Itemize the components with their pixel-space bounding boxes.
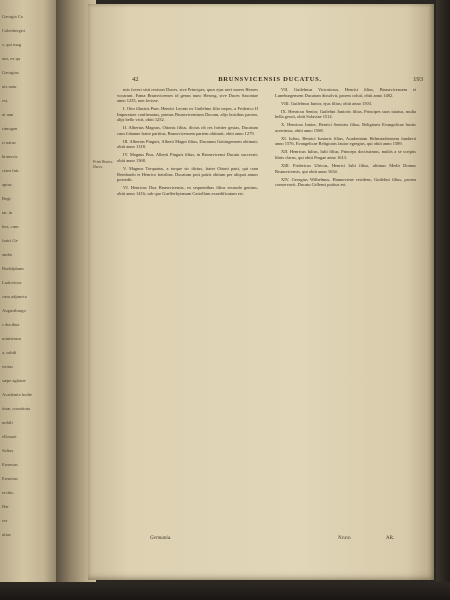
text-paragraph: X. Henricus Iunior, Henrici Senioris filius, Religionis Evangelicae hostis acerrimus, obiit anno 1568.: [275, 122, 416, 133]
text-paragraph: V. Magnus Torquatus, a torque sic dictus, frater Ottoni patri, qui cum Bernhardo et Henrico fratribus, Ducatum post patris obitum per aliquot annos possedit.: [117, 166, 258, 183]
facing-page-line: Ernestus: [2, 476, 18, 481]
facing-page-line: erchis.: [2, 490, 15, 495]
text-paragraph: VII. Guilelmus Victoriosus, Henrici filius, Brunsvicensem et Luneburgensem Ducatum dissolvit, pacem coluit, obiit anno 1482.: [275, 87, 416, 98]
facing-page-line: s, qui mag: [2, 42, 22, 47]
footer-title: Germania.: [150, 536, 172, 541]
facing-page-line: Hæ: [2, 504, 9, 509]
facing-page-line: tinæ, constituta: [2, 406, 31, 411]
page-number: 193: [413, 76, 423, 83]
facing-page-line: Georgia Co: [2, 14, 24, 19]
text-paragraph: XII. Henricus Iulius, Iulii filius, Princeps doctissimus, multis a se scriptis libris clarus, qui obiit Pragae anno 1613.: [275, 149, 416, 160]
facing-page-line: fratri Ge: [2, 238, 18, 243]
facing-page-line: aptus: [2, 182, 12, 187]
facing-page-line: um, ex qu: [2, 56, 21, 61]
facing-page-line: ui ann: [2, 112, 14, 117]
text-paragraph: XIII. Fridericus Ulricus, Henrici Iulii filius, ultimus Medii Domus Brunsvicensis, qui obiit anno 1634.: [275, 163, 416, 174]
text-paragraph: I. Otto illustris Puer, Henrici Leonis ex Guilelmo filio nepos, a Friderico II Imperatore confirmatus, primus Brunsvicensium Ducum, alijs hostibus pacem, alijs bello vicit, obiit 1252.: [117, 106, 258, 123]
facing-page-line: Calenbergici: [2, 28, 26, 33]
facing-page-line: hus, cum: [2, 224, 19, 229]
page-header-title: BRUNSVICENSIS DUCATUS.: [218, 76, 322, 83]
text-paragraph: III. Albertus Pinguis, Alberti Magni filius, Ducatum Gottingensem obtinuit; obiit anno 1318.: [117, 138, 258, 150]
facing-page-line: Georgius: [2, 70, 19, 75]
facing-page: [0, 0, 58, 598]
facing-page-line: nobili: [2, 420, 13, 425]
facing-page-line: brunsvic: [2, 154, 18, 159]
facing-page-line: res: [2, 518, 8, 523]
facing-page-line: cum adjuncta: [2, 294, 27, 299]
text-paragraph: IX. Henricus Senior, Guilelmi Junioris filius, Principes suos tutatus, multa bella gessit, obiit Solaviae 1514.: [275, 108, 416, 120]
facing-page-line: sæpe agitatæ: [2, 378, 26, 383]
facing-page-line: Regi: [2, 196, 11, 201]
facing-page-line: Ludovicus: [2, 280, 22, 285]
facing-page-line: rimogen: [2, 126, 18, 131]
text-column-right: [275, 87, 416, 188]
facing-page-line: Salius: [2, 448, 14, 453]
signature-mark: Nnnn: [338, 536, 352, 541]
text-paragraph: II. Albertus Magnus, Ottonis filius, dictus ob res fortiter gestas, Ducatum cum Johanne fratre partitus, Brunsvicensem partem obtinuit; obiit anno 1279.: [117, 125, 258, 136]
text-paragraph: IV. Magnus Pius, Alberti Pinguis filius, in Brunsvicensi Ducatu successit; obiit anno 1368.: [117, 152, 258, 164]
facing-page-line: ultas: [2, 532, 11, 537]
facing-page-line: Ernestus: [2, 462, 18, 467]
facing-page-line: ministrum: [2, 336, 21, 341]
facing-page-line: nis natu: [2, 84, 17, 89]
facing-page-line: ellosuoi: [2, 434, 17, 439]
text-paragraph: XI. Iulius, Henrici Iunioris filius, Academiam Helmstadiensem fundavit anno 1576, Evangelicae Religionis fautor egregius, qui obiit anno 1589.: [275, 135, 416, 147]
facing-page-line: iæ, in: [2, 210, 13, 215]
facing-page-line: ri natus: [2, 140, 16, 145]
facing-page-line: Rudolphum: [2, 266, 24, 271]
facing-page-line: exitus: [2, 364, 13, 369]
text-column-left: [117, 87, 258, 196]
text-paragraph: VI. Henricus Dux Brunsvicensis, ex sequentibus filius secundo genitus, obiit anno 1416; sub quo Guelferbytanum Castellum exaedificatum est.: [117, 185, 258, 196]
book-cover-bottom: [0, 582, 450, 600]
facing-page-line: Augustburgo: [2, 308, 26, 313]
facing-page-line: est.: [2, 98, 9, 103]
catchword: AR.: [386, 536, 395, 541]
text-paragraph: VIII. Guilelmus Iunior, ejus filius; obiit anno 1503.: [281, 100, 373, 106]
facing-page-line: s ducibus: [2, 322, 20, 327]
page-header-left: 42: [132, 76, 139, 83]
facing-page-line: ciam fuit.: [2, 168, 20, 173]
facing-page-line: Academia hodie: [2, 392, 32, 397]
facing-page-line: a, subdi: [2, 350, 17, 355]
book-cover-edge: [436, 0, 450, 600]
text-paragraph: XIV. Georgius Wilhelmus, Hannoverae residens, Guilelmi filius, pacem conservavit, Ducatu Cellensi potitus est.: [275, 176, 416, 188]
text-paragraph: nsis foveri sisit rexisset Duces, sive Principes, quos ejus aevi mores Heroes vocarunt. Fama Brunsvicenses id genus nunc Herzog, sive Duces Saxoniae anno 1235, non fecisse.: [117, 87, 258, 104]
marginal-note: Primi Brunsv. Duces.: [93, 160, 113, 169]
facing-page-line: ambo: [2, 252, 13, 257]
